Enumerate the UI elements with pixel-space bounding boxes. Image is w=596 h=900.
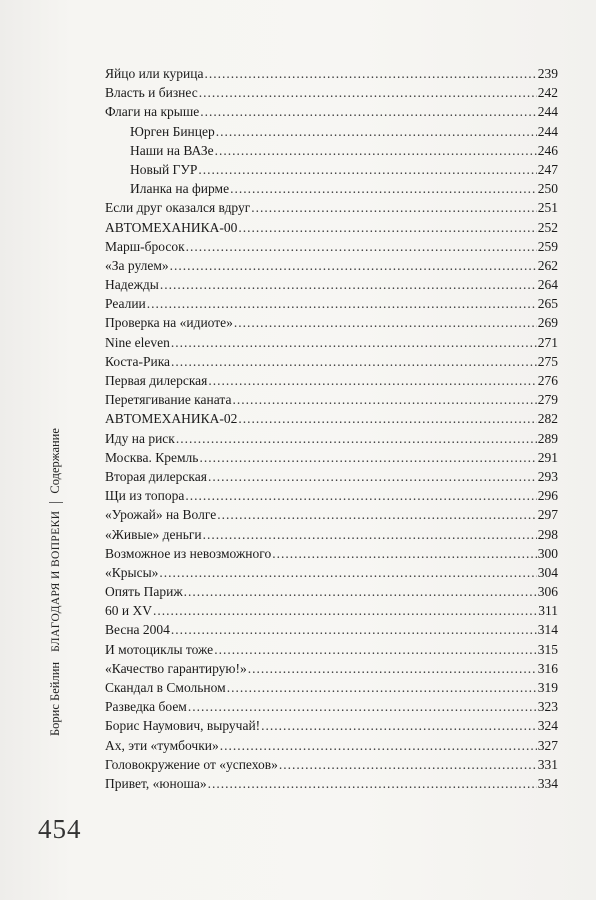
toc-entry-title: Флаги на крыше [105, 104, 200, 120]
dot-leader [171, 620, 537, 639]
toc-entry-title: Иланка на фирме [130, 181, 230, 197]
toc-entry-page: 244 [537, 104, 558, 120]
toc-entry-page: 327 [537, 737, 558, 753]
toc-entry [105, 774, 558, 793]
page-number: 454 [38, 814, 82, 844]
toc-entry-title: Nine eleven [105, 334, 170, 350]
toc-entry-page: 269 [537, 315, 558, 331]
toc-entry [105, 467, 558, 486]
running-head-book-title: БЛАГОДАРЯ И ВОПРЕКИ [49, 510, 62, 652]
toc-entry-title: Реалии [105, 296, 146, 312]
toc-entry-page: 311 [538, 603, 558, 619]
toc-entry [105, 582, 558, 601]
toc-entry-page: 324 [537, 718, 558, 734]
dot-leader [227, 678, 537, 697]
toc-entry [105, 755, 558, 774]
toc-entry-page: 279 [537, 392, 558, 408]
toc-entry [105, 160, 558, 179]
toc-entry [105, 64, 558, 83]
dot-leader [216, 122, 537, 141]
toc-entry-title: Коста-Рика [105, 353, 171, 369]
toc-entry [105, 448, 558, 467]
toc-entry [105, 313, 558, 332]
dot-leader [153, 601, 537, 620]
dot-leader [170, 256, 537, 275]
toc-entry [105, 179, 558, 198]
toc-entry-page: 331 [537, 756, 558, 772]
running-head [48, 428, 63, 736]
dot-leader [159, 563, 536, 582]
toc-entry [105, 563, 558, 582]
toc-entry-title: Перетягивание каната [105, 392, 232, 408]
toc-entry-page: 271 [537, 334, 558, 350]
toc-entry-page: 242 [537, 85, 558, 101]
toc-entry-page: 251 [537, 200, 558, 216]
toc-entry [105, 525, 558, 544]
toc-entry [105, 371, 558, 390]
toc-entry [105, 544, 558, 563]
toc-entry [105, 659, 558, 678]
toc-entry-title: «За рулем» [105, 257, 169, 273]
toc-entry-page: 306 [537, 584, 558, 600]
toc-entry [105, 601, 558, 620]
toc-entry-title: «Урожай» на Волге [105, 507, 217, 523]
toc-entry-page: 298 [537, 526, 558, 542]
toc-entry [105, 218, 558, 237]
toc-entry-title: Щи из топора [105, 488, 185, 504]
toc-entry-page: 246 [537, 142, 558, 158]
dot-leader [214, 640, 537, 659]
toc-entry-title: Иду на риск [105, 430, 175, 446]
running-head-author: Борис Бейлин [48, 661, 62, 736]
toc-entry [105, 352, 558, 371]
toc-entry-page: 289 [537, 430, 558, 446]
toc-entry [105, 620, 558, 639]
dot-leader [230, 179, 537, 198]
toc-entry-title: Борис Наумович, выручай! [105, 718, 261, 734]
toc-entry-title: И мотоциклы тоже [105, 641, 214, 657]
dot-leader [279, 755, 537, 774]
toc-entry-title: Привет, «юноша» [105, 775, 207, 791]
toc-entry-title: Новый ГУР [130, 161, 198, 177]
toc-entry-page: 259 [537, 238, 558, 254]
dot-leader [199, 448, 536, 467]
table-of-contents [105, 64, 558, 793]
dot-leader [215, 141, 537, 160]
toc-entry-title: Москва. Кремль [105, 449, 199, 465]
toc-entry [105, 275, 558, 294]
toc-entry-page: 334 [537, 775, 558, 791]
dot-leader [199, 83, 537, 102]
toc-entry-page: 300 [537, 545, 558, 561]
toc-entry-title: Надежды [105, 277, 159, 293]
toc-entry-page: 265 [537, 296, 558, 312]
toc-entry-page: 276 [537, 373, 558, 388]
toc-entry [105, 716, 558, 735]
dot-leader [160, 275, 537, 294]
toc-entry [105, 486, 558, 505]
toc-entry [105, 505, 558, 524]
dot-leader [147, 294, 537, 313]
dot-leader [185, 486, 536, 505]
toc-entry [105, 678, 558, 697]
toc-entry-title: 60 и XV [105, 603, 152, 619]
toc-entry [105, 429, 558, 448]
toc-entry-page: 264 [537, 277, 558, 293]
dot-leader [176, 429, 537, 448]
toc-entry-title: Опять Париж [105, 584, 183, 600]
running-head-separator [49, 502, 63, 503]
dot-leader [203, 525, 537, 544]
dot-leader [248, 659, 537, 678]
dot-leader [184, 582, 537, 601]
toc-entry-title: Юрген Бинцер [130, 123, 215, 139]
toc-entry-page: 304 [537, 564, 558, 580]
toc-entry-page: 319 [537, 680, 558, 695]
dot-leader [238, 218, 536, 237]
toc-entry-page: 314 [537, 622, 558, 638]
toc-entry-title: Первая дилерская [105, 373, 208, 388]
toc-entry-title: Скандал в Смольном [105, 680, 226, 695]
toc-entry [105, 409, 558, 428]
toc-entry-page: 252 [537, 219, 558, 235]
dot-leader [251, 198, 536, 217]
toc-entry [105, 640, 558, 659]
toc-entry-page: 297 [537, 507, 558, 523]
toc-entry [105, 122, 558, 141]
toc-entry-title: Проверка на «идиоте» [105, 315, 233, 331]
toc-entry-page: 244 [537, 123, 558, 139]
toc-entry-title: Ах, эти «тумбочки» [105, 737, 219, 753]
toc-entry [105, 198, 558, 217]
toc-entry-title: Вторая дилерская [105, 468, 207, 484]
toc-entry-page: 247 [537, 161, 558, 177]
toc-entry [105, 141, 558, 160]
toc-entry-title: АВТОМЕХАНИКА-02 [105, 411, 238, 427]
dot-leader [171, 352, 537, 371]
toc-entry [105, 697, 558, 716]
toc-entry-page: 275 [537, 353, 558, 369]
toc-entry-title: Весна 2004 [105, 622, 170, 638]
running-head-section: Содержание [48, 428, 62, 494]
toc-entry-title: АВТОМЕХАНИКА-00 [105, 219, 238, 235]
toc-entry-title: Возможное из невозможного [105, 545, 272, 561]
dot-leader [261, 716, 537, 735]
dot-leader [208, 371, 536, 390]
toc-entry-page: 250 [537, 181, 558, 197]
toc-entry [105, 256, 558, 275]
toc-entry-title: Головокружение от «успехов» [105, 756, 278, 772]
dot-leader [238, 409, 536, 428]
toc-entry [105, 83, 558, 102]
toc-entry-title: Если друг оказался вдруг [105, 200, 251, 216]
toc-entry-title: Яйцо или курица [105, 66, 204, 81]
dot-leader [204, 64, 536, 83]
toc-entry [105, 390, 558, 409]
dot-leader [198, 160, 536, 179]
dot-leader [272, 544, 537, 563]
toc-entry-title: «Качество гарантирую!» [105, 660, 247, 676]
toc-entry-title: Наши на ВАЗе [130, 142, 214, 158]
toc-entry-page: 293 [537, 468, 558, 484]
toc-entry-page: 296 [537, 488, 558, 504]
toc-entry-page: 316 [537, 660, 558, 676]
toc-entry-title: Власть и бизнес [105, 85, 198, 101]
toc-entry [105, 237, 558, 256]
toc-entry-page: 323 [537, 699, 558, 715]
dot-leader [208, 467, 537, 486]
dot-leader [220, 736, 537, 755]
toc-entry-title: «Крысы» [105, 564, 159, 580]
toc-entry [105, 294, 558, 313]
toc-entry-page: 282 [537, 411, 558, 427]
toc-entry-page: 239 [537, 66, 558, 81]
toc-entry [105, 102, 558, 121]
dot-leader [208, 774, 537, 793]
toc-entry-page: 262 [537, 257, 558, 273]
toc-entry-title: «Живые» деньги [105, 526, 202, 542]
dot-leader [234, 313, 537, 332]
dot-leader [232, 390, 536, 409]
toc-entry-page: 315 [537, 641, 558, 657]
dot-leader [171, 333, 537, 352]
dot-leader [217, 505, 537, 524]
dot-leader [186, 237, 537, 256]
toc-entry-page: 291 [537, 449, 558, 465]
toc-entry-title: Разведка боем [105, 699, 187, 715]
toc-entry-title: Марш-бросок [105, 238, 185, 254]
toc-entry [105, 333, 558, 352]
dot-leader [188, 697, 537, 716]
toc-entry [105, 736, 558, 755]
dot-leader [200, 102, 537, 121]
